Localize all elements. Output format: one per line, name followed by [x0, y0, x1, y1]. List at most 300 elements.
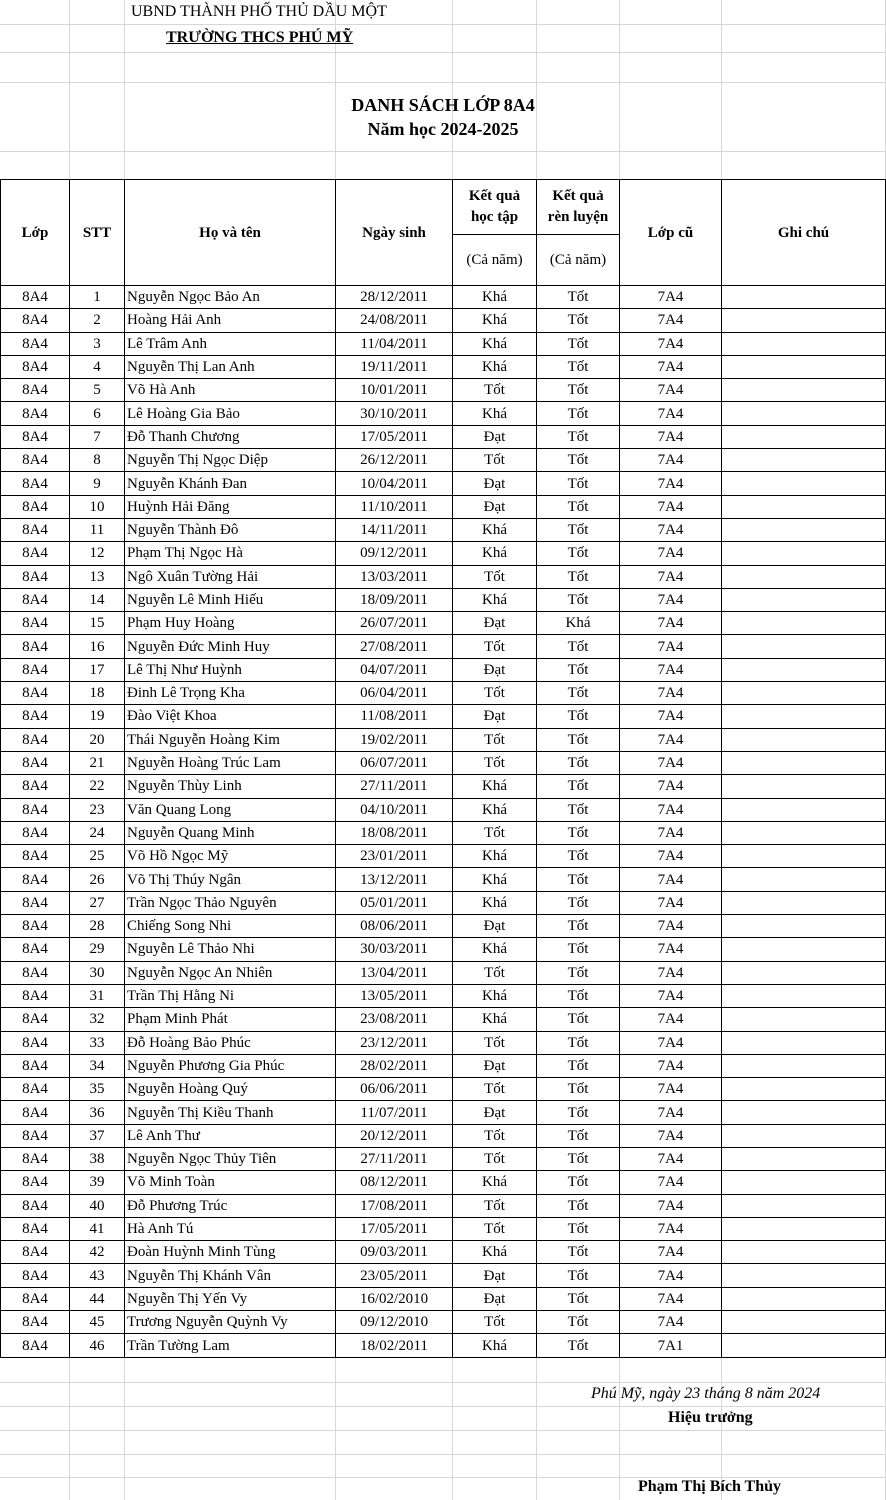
col-header-ca-nam: (Cả năm)	[453, 235, 537, 286]
cell-ren-luyen: Tốt	[537, 1171, 620, 1194]
cell-ghi-chu	[722, 1008, 886, 1031]
cell-stt: 28	[70, 915, 125, 938]
cell-hoc-tap: Khá	[453, 1171, 537, 1194]
table-row	[1, 1054, 886, 1077]
table-row	[1, 542, 886, 565]
gridline	[0, 1454, 886, 1455]
cell-dob: 24/08/2011	[336, 309, 453, 332]
col-header-stt: STT	[70, 180, 125, 286]
cell-lop: 8A4	[1, 612, 70, 635]
cell-lop-cu: 7A4	[620, 845, 722, 868]
cell-ren-luyen: Tốt	[537, 915, 620, 938]
cell-lop-cu: 7A4	[620, 961, 722, 984]
cell-dob: 19/02/2011	[336, 728, 453, 751]
cell-dob: 26/07/2011	[336, 612, 453, 635]
cell-name: Nguyễn Thị Kiều Thanh	[125, 1101, 336, 1124]
cell-ghi-chu	[722, 1101, 886, 1124]
cell-hoc-tap: Đạt	[453, 612, 537, 635]
school-year: Năm học 2024-2025	[367, 119, 519, 139]
table-row	[1, 286, 886, 309]
cell-lop-cu: 7A4	[620, 612, 722, 635]
col-header-lop: Lớp	[1, 180, 70, 286]
cell-lop: 8A4	[1, 1008, 70, 1031]
cell-lop: 8A4	[1, 472, 70, 495]
cell-hoc-tap: Khá	[453, 542, 537, 565]
cell-ren-luyen: Tốt	[537, 518, 620, 541]
cell-lop: 8A4	[1, 868, 70, 891]
cell-stt: 33	[70, 1031, 125, 1054]
cell-lop-cu: 7A4	[620, 495, 722, 518]
cell-name: Lê Hoàng Gia Bảo	[125, 402, 336, 425]
cell-stt: 8	[70, 449, 125, 472]
cell-stt: 23	[70, 798, 125, 821]
cell-hoc-tap: Tốt	[453, 751, 537, 774]
cell-dob: 10/04/2011	[336, 472, 453, 495]
col-header-ho-ten: Họ và tên	[125, 180, 336, 286]
cell-hoc-tap: Khá	[453, 938, 537, 961]
table-row	[1, 1334, 886, 1357]
cell-lop: 8A4	[1, 565, 70, 588]
cell-name: Đỗ Thanh Chương	[125, 425, 336, 448]
cell-ren-luyen: Tốt	[537, 449, 620, 472]
cell-ghi-chu	[722, 961, 886, 984]
cell-ghi-chu	[722, 495, 886, 518]
cell-name: Nguyễn Thùy Linh	[125, 775, 336, 798]
col-header-ngay-sinh: Ngày sinh	[336, 180, 453, 286]
cell-ren-luyen: Tốt	[537, 682, 620, 705]
cell-hoc-tap: Tốt	[453, 961, 537, 984]
cell-ghi-chu	[722, 845, 886, 868]
cell-ren-luyen: Tốt	[537, 984, 620, 1007]
cell-lop-cu: 7A4	[620, 658, 722, 681]
cell-lop: 8A4	[1, 332, 70, 355]
cell-ren-luyen: Tốt	[537, 309, 620, 332]
cell-stt: 24	[70, 821, 125, 844]
cell-lop-cu: 7A4	[620, 1311, 722, 1334]
cell-lop-cu: 7A4	[620, 1101, 722, 1124]
cell-lop-cu: 7A4	[620, 775, 722, 798]
cell-stt: 30	[70, 961, 125, 984]
table-row	[1, 1124, 886, 1147]
cell-dob: 08/06/2011	[336, 915, 453, 938]
cell-hoc-tap: Tốt	[453, 1147, 537, 1170]
gridline	[0, 1406, 886, 1407]
cell-dob: 19/11/2011	[336, 355, 453, 378]
cell-dob: 27/11/2011	[336, 1147, 453, 1170]
cell-lop-cu: 7A4	[620, 565, 722, 588]
cell-ghi-chu	[722, 1124, 886, 1147]
cell-name: Hoàng Hải Anh	[125, 309, 336, 332]
cell-dob: 09/12/2010	[336, 1311, 453, 1334]
cell-lop: 8A4	[1, 1124, 70, 1147]
cell-ghi-chu	[722, 1334, 886, 1357]
cell-name: Trần Tường Lam	[125, 1334, 336, 1357]
cell-dob: 23/01/2011	[336, 845, 453, 868]
cell-ren-luyen: Tốt	[537, 286, 620, 309]
cell-lop: 8A4	[1, 1264, 70, 1287]
table-row	[1, 565, 886, 588]
table-row	[1, 1101, 886, 1124]
cell-name: Lê Thị Như Huỳnh	[125, 658, 336, 681]
cell-lop: 8A4	[1, 938, 70, 961]
cell-lop-cu: 7A4	[620, 938, 722, 961]
place-date: Phú Mỹ, ngày 23 tháng 8 năm 2024	[591, 1385, 821, 1402]
cell-ghi-chu	[722, 705, 886, 728]
table-row	[1, 1171, 886, 1194]
table-row	[1, 495, 886, 518]
cell-lop: 8A4	[1, 588, 70, 611]
cell-ren-luyen: Tốt	[537, 845, 620, 868]
cell-ren-luyen: Tốt	[537, 1147, 620, 1170]
cell-stt: 27	[70, 891, 125, 914]
cell-hoc-tap: Tốt	[453, 635, 537, 658]
table-row	[1, 728, 886, 751]
cell-stt: 14	[70, 588, 125, 611]
cell-ren-luyen: Tốt	[537, 635, 620, 658]
cell-ghi-chu	[722, 1147, 886, 1170]
cell-hoc-tap: Đạt	[453, 1101, 537, 1124]
gridline	[0, 52, 886, 53]
cell-stt: 11	[70, 518, 125, 541]
cell-stt: 3	[70, 332, 125, 355]
table-body	[1, 286, 886, 1358]
cell-ghi-chu	[722, 1078, 886, 1101]
signer-title: Hiệu trưởng	[668, 1409, 753, 1426]
cell-ghi-chu	[722, 1217, 886, 1240]
cell-ren-luyen: Tốt	[537, 332, 620, 355]
cell-lop: 8A4	[1, 775, 70, 798]
cell-name: Huỳnh Hải Đăng	[125, 495, 336, 518]
cell-lop: 8A4	[1, 1171, 70, 1194]
cell-hoc-tap: Tốt	[453, 565, 537, 588]
table-row	[1, 1287, 886, 1310]
cell-lop: 8A4	[1, 1241, 70, 1264]
cell-ren-luyen: Tốt	[537, 891, 620, 914]
cell-dob: 05/01/2011	[336, 891, 453, 914]
cell-ghi-chu	[722, 565, 886, 588]
cell-name: Trương Nguyễn Quỳnh Vy	[125, 1311, 336, 1334]
cell-lop-cu: 7A4	[620, 1031, 722, 1054]
cell-lop: 8A4	[1, 1078, 70, 1101]
table-row	[1, 961, 886, 984]
cell-dob: 18/09/2011	[336, 588, 453, 611]
cell-stt: 25	[70, 845, 125, 868]
cell-dob: 08/12/2011	[336, 1171, 453, 1194]
cell-ren-luyen: Tốt	[537, 495, 620, 518]
cell-ghi-chu	[722, 1311, 886, 1334]
cell-ren-luyen: Tốt	[537, 472, 620, 495]
cell-hoc-tap: Tốt	[453, 821, 537, 844]
cell-ghi-chu	[722, 775, 886, 798]
cell-ren-luyen: Tốt	[537, 1194, 620, 1217]
table-row	[1, 1078, 886, 1101]
cell-ghi-chu	[722, 472, 886, 495]
cell-lop-cu: 7A4	[620, 705, 722, 728]
table-header	[1, 180, 886, 286]
cell-lop: 8A4	[1, 495, 70, 518]
cell-lop-cu: 7A4	[620, 1054, 722, 1077]
cell-lop-cu: 7A4	[620, 472, 722, 495]
cell-hoc-tap: Khá	[453, 309, 537, 332]
cell-name: Thái Nguyễn Hoàng Kim	[125, 728, 336, 751]
col-header-line: Kết quả	[552, 188, 604, 204]
cell-ren-luyen: Tốt	[537, 1334, 620, 1357]
cell-lop-cu: 7A4	[620, 355, 722, 378]
cell-lop-cu: 7A4	[620, 915, 722, 938]
table-row	[1, 938, 886, 961]
cell-hoc-tap: Tốt	[453, 1124, 537, 1147]
cell-dob: 10/01/2011	[336, 379, 453, 402]
cell-name: Nguyễn Khánh Đan	[125, 472, 336, 495]
cell-stt: 5	[70, 379, 125, 402]
cell-lop: 8A4	[1, 1031, 70, 1054]
cell-lop: 8A4	[1, 658, 70, 681]
gridline	[0, 82, 886, 83]
cell-lop: 8A4	[1, 751, 70, 774]
cell-lop-cu: 7A4	[620, 1287, 722, 1310]
cell-lop-cu: 7A4	[620, 1264, 722, 1287]
cell-name: Đỗ Hoàng Bảo Phúc	[125, 1031, 336, 1054]
cell-hoc-tap: Tốt	[453, 1031, 537, 1054]
cell-ghi-chu	[722, 612, 886, 635]
cell-hoc-tap: Đạt	[453, 705, 537, 728]
table-row	[1, 845, 886, 868]
cell-dob: 18/08/2011	[336, 821, 453, 844]
cell-name: Trần Thị Hằng Ni	[125, 984, 336, 1007]
cell-lop: 8A4	[1, 798, 70, 821]
cell-lop-cu: 7A4	[620, 449, 722, 472]
cell-lop-cu: 7A4	[620, 425, 722, 448]
cell-stt: 34	[70, 1054, 125, 1077]
table-row	[1, 705, 886, 728]
cell-lop-cu: 7A4	[620, 728, 722, 751]
cell-dob: 11/10/2011	[336, 495, 453, 518]
cell-lop: 8A4	[1, 635, 70, 658]
cell-stt: 16	[70, 635, 125, 658]
cell-dob: 11/08/2011	[336, 705, 453, 728]
cell-lop: 8A4	[1, 705, 70, 728]
cell-lop-cu: 7A4	[620, 821, 722, 844]
col-header-lop-cu: Lớp cũ	[620, 180, 722, 286]
cell-ren-luyen: Tốt	[537, 775, 620, 798]
cell-stt: 46	[70, 1334, 125, 1357]
cell-stt: 39	[70, 1171, 125, 1194]
cell-hoc-tap: Tốt	[453, 1217, 537, 1240]
cell-ghi-chu	[722, 682, 886, 705]
cell-name: Nguyễn Thị Yến Vy	[125, 1287, 336, 1310]
cell-name: Nguyễn Lê Thảo Nhi	[125, 938, 336, 961]
cell-stt: 40	[70, 1194, 125, 1217]
class-roster-table	[0, 179, 886, 1358]
col-header-ket-qua-ren-luyen	[537, 180, 620, 235]
cell-lop: 8A4	[1, 402, 70, 425]
table-row	[1, 798, 886, 821]
cell-ren-luyen: Tốt	[537, 1287, 620, 1310]
cell-lop: 8A4	[1, 1194, 70, 1217]
cell-lop-cu: 7A4	[620, 1147, 722, 1170]
cell-name: Nguyễn Quang Minh	[125, 821, 336, 844]
cell-stt: 31	[70, 984, 125, 1007]
table-row	[1, 1031, 886, 1054]
cell-stt: 44	[70, 1287, 125, 1310]
cell-dob: 04/10/2011	[336, 798, 453, 821]
cell-ren-luyen: Tốt	[537, 1311, 620, 1334]
cell-dob: 23/05/2011	[336, 1264, 453, 1287]
cell-lop: 8A4	[1, 1054, 70, 1077]
cell-stt: 2	[70, 309, 125, 332]
cell-ren-luyen: Tốt	[537, 425, 620, 448]
cell-dob: 09/12/2011	[336, 542, 453, 565]
cell-hoc-tap: Tốt	[453, 379, 537, 402]
cell-lop-cu: 7A4	[620, 1217, 722, 1240]
cell-stt: 45	[70, 1311, 125, 1334]
cell-dob: 16/02/2010	[336, 1287, 453, 1310]
table-row	[1, 612, 886, 635]
cell-hoc-tap: Đạt	[453, 425, 537, 448]
cell-name: Hà Anh Tú	[125, 1217, 336, 1240]
cell-name: Võ Hà Anh	[125, 379, 336, 402]
cell-name: Phạm Minh Phát	[125, 1008, 336, 1031]
cell-dob: 27/11/2011	[336, 775, 453, 798]
cell-name: Nguyễn Thị Lan Anh	[125, 355, 336, 378]
cell-name: Nguyễn Lê Minh Hiếu	[125, 588, 336, 611]
cell-dob: 14/11/2011	[336, 518, 453, 541]
cell-lop-cu: 7A4	[620, 332, 722, 355]
cell-ren-luyen: Tốt	[537, 1054, 620, 1077]
cell-hoc-tap: Đạt	[453, 472, 537, 495]
cell-lop-cu: 7A4	[620, 1078, 722, 1101]
cell-hoc-tap: Đạt	[453, 495, 537, 518]
cell-lop-cu: 7A4	[620, 891, 722, 914]
cell-name: Nguyễn Thị Ngọc Diệp	[125, 449, 336, 472]
cell-name: Võ Hồ Ngọc Mỹ	[125, 845, 336, 868]
cell-lop: 8A4	[1, 1147, 70, 1170]
cell-dob: 13/03/2011	[336, 565, 453, 588]
cell-name: Ngô Xuân Tường Hải	[125, 565, 336, 588]
table-row	[1, 891, 886, 914]
cell-lop-cu: 7A4	[620, 518, 722, 541]
cell-ren-luyen: Tốt	[537, 1031, 620, 1054]
cell-stt: 41	[70, 1217, 125, 1240]
cell-hoc-tap: Khá	[453, 518, 537, 541]
cell-ghi-chu	[722, 1031, 886, 1054]
cell-ren-luyen: Tốt	[537, 1008, 620, 1031]
table-row	[1, 1008, 886, 1031]
cell-ren-luyen: Tốt	[537, 1078, 620, 1101]
cell-dob: 23/08/2011	[336, 1008, 453, 1031]
cell-ghi-chu	[722, 1194, 886, 1217]
cell-hoc-tap: Đạt	[453, 658, 537, 681]
school-name: TRƯỜNG THCS PHÚ MỸ	[166, 29, 354, 46]
cell-name: Lê Anh Thư	[125, 1124, 336, 1147]
cell-ghi-chu	[722, 915, 886, 938]
cell-dob: 20/12/2011	[336, 1124, 453, 1147]
cell-ghi-chu	[722, 588, 886, 611]
cell-hoc-tap: Đạt	[453, 1287, 537, 1310]
cell-ghi-chu	[722, 891, 886, 914]
table-row	[1, 332, 886, 355]
table-row	[1, 635, 886, 658]
signer-name: Phạm Thị Bích Thủy	[638, 1478, 782, 1495]
table-row	[1, 984, 886, 1007]
table-row	[1, 1311, 886, 1334]
cell-stt: 10	[70, 495, 125, 518]
col-header-line: học tập	[470, 209, 519, 225]
table-row	[1, 1147, 886, 1170]
cell-name: Nguyễn Ngọc Bảo An	[125, 286, 336, 309]
cell-dob: 11/04/2011	[336, 332, 453, 355]
cell-stt: 20	[70, 728, 125, 751]
cell-lop: 8A4	[1, 682, 70, 705]
table-row	[1, 775, 886, 798]
cell-name: Phạm Thị Ngọc Hà	[125, 542, 336, 565]
cell-dob: 27/08/2011	[336, 635, 453, 658]
cell-dob: 17/08/2011	[336, 1194, 453, 1217]
cell-dob: 26/12/2011	[336, 449, 453, 472]
cell-dob: 06/06/2011	[336, 1078, 453, 1101]
cell-stt: 26	[70, 868, 125, 891]
cell-dob: 18/02/2011	[336, 1334, 453, 1357]
cell-stt: 19	[70, 705, 125, 728]
cell-ghi-chu	[722, 1264, 886, 1287]
cell-lop: 8A4	[1, 542, 70, 565]
cell-hoc-tap: Khá	[453, 845, 537, 868]
cell-dob: 04/07/2011	[336, 658, 453, 681]
cell-dob: 17/05/2011	[336, 425, 453, 448]
cell-hoc-tap: Khá	[453, 891, 537, 914]
cell-name: Võ Thị Thúy Ngân	[125, 868, 336, 891]
cell-stt: 42	[70, 1241, 125, 1264]
cell-lop: 8A4	[1, 379, 70, 402]
gridline	[0, 151, 886, 152]
cell-lop: 8A4	[1, 845, 70, 868]
gridline	[0, 1430, 886, 1431]
cell-name: Đoàn Huỳnh Minh Tùng	[125, 1241, 336, 1264]
cell-name: Văn Quang Long	[125, 798, 336, 821]
cell-name: Nguyễn Phương Gia Phúc	[125, 1054, 336, 1077]
cell-name: Nguyễn Hoàng Trúc Lam	[125, 751, 336, 774]
cell-stt: 29	[70, 938, 125, 961]
col-header-ket-qua-hoc-tap	[453, 180, 537, 235]
gridline	[0, 1382, 886, 1383]
cell-lop-cu: 7A4	[620, 868, 722, 891]
table-row	[1, 751, 886, 774]
cell-lop: 8A4	[1, 891, 70, 914]
cell-name: Đỗ Phương Trúc	[125, 1194, 336, 1217]
cell-stt: 7	[70, 425, 125, 448]
cell-ghi-chu	[722, 518, 886, 541]
cell-name: Đinh Lê Trọng Kha	[125, 682, 336, 705]
cell-name: Nguyễn Thành Đô	[125, 518, 336, 541]
table-row	[1, 379, 886, 402]
cell-name: Nguyễn Ngọc An Nhiên	[125, 961, 336, 984]
table-row	[1, 472, 886, 495]
cell-lop-cu: 7A1	[620, 1334, 722, 1357]
cell-ghi-chu	[722, 635, 886, 658]
cell-hoc-tap: Tốt	[453, 1311, 537, 1334]
cell-hoc-tap: Tốt	[453, 682, 537, 705]
col-header-ca-nam: (Cả năm)	[537, 235, 620, 286]
cell-dob: 09/03/2011	[336, 1241, 453, 1264]
cell-lop: 8A4	[1, 915, 70, 938]
table-row	[1, 868, 886, 891]
table-row	[1, 425, 886, 448]
cell-hoc-tap: Khá	[453, 798, 537, 821]
table-row	[1, 355, 886, 378]
cell-lop-cu: 7A4	[620, 402, 722, 425]
cell-lop: 8A4	[1, 1311, 70, 1334]
cell-name: Lê Trâm Anh	[125, 332, 336, 355]
